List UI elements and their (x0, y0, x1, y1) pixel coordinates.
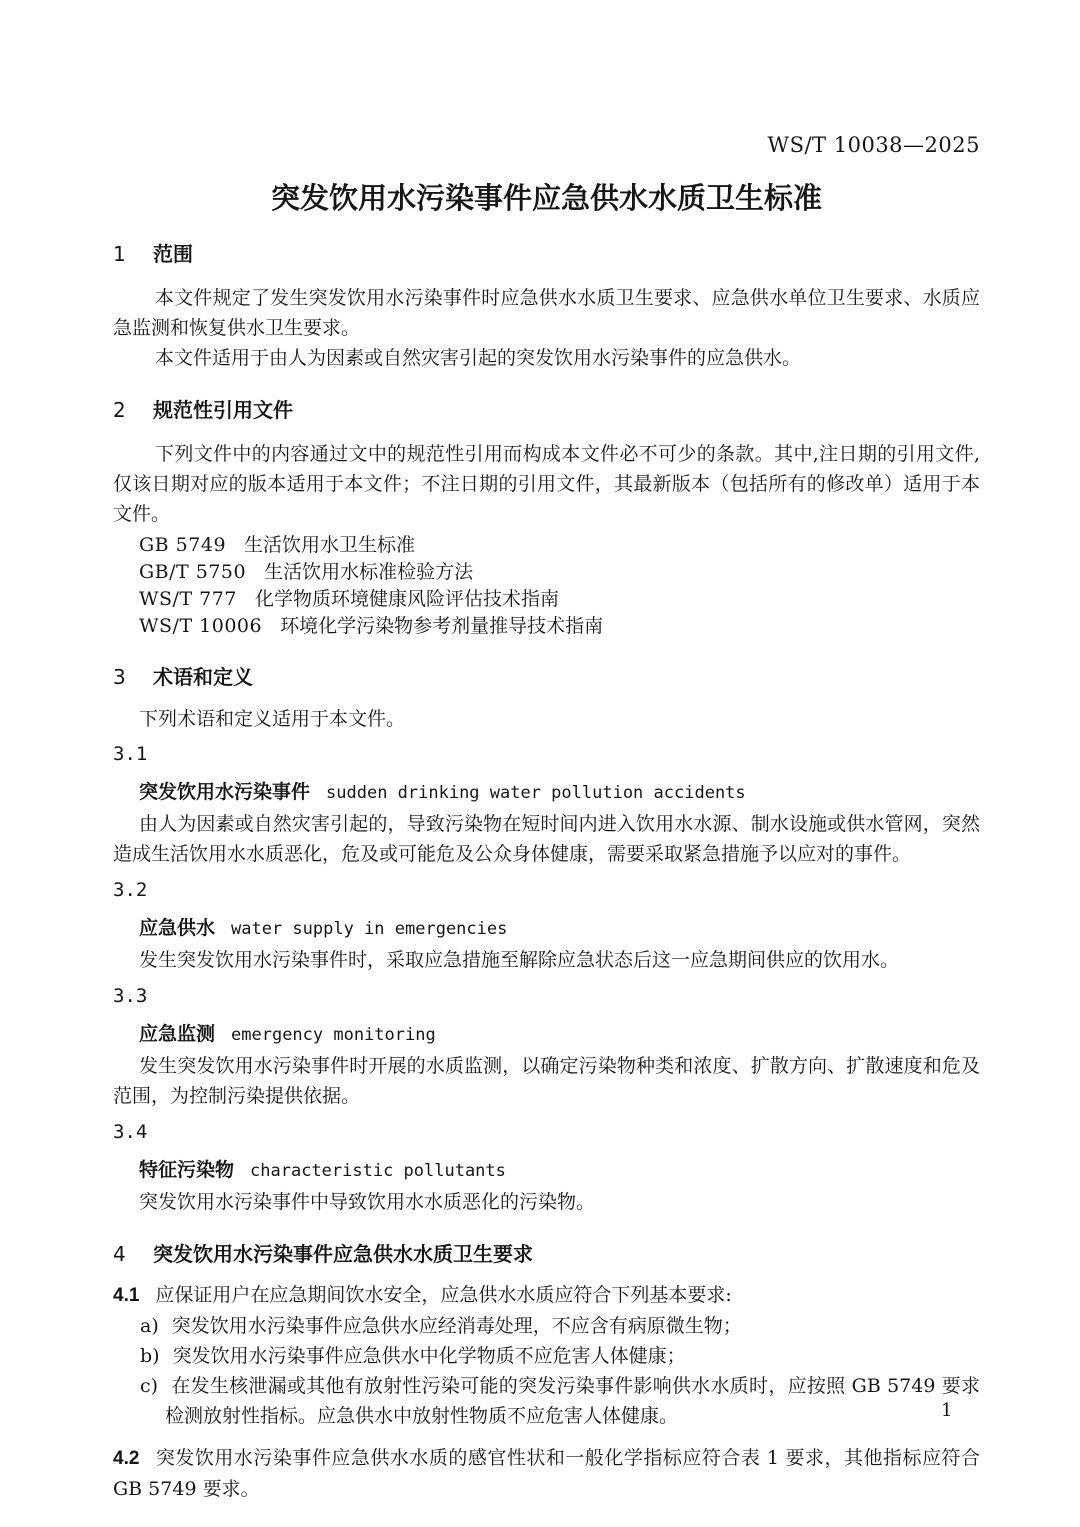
term-name-en: water supply in emergencies (231, 919, 508, 939)
section-2-number: 2 (113, 398, 126, 422)
term-block (113, 741, 980, 869)
term-name-zh: 突发饮用水污染事件 (139, 782, 311, 803)
reference-code: GB 5749 (139, 534, 227, 556)
term-title (113, 915, 980, 942)
term-name-en: characteristic pollutants (250, 1161, 506, 1181)
term-definition: 发生突发饮用水污染事件时开展的水质监测，以确定污染物种类和浓度、扩散方向、扩散速度和危及范围，为控制污染提供依据。 (113, 1055, 980, 1107)
page-number: 1 (941, 1400, 953, 1421)
section-3-number: 3 (113, 665, 126, 689)
section-1-number: 1 (113, 242, 126, 266)
section-1-heading (113, 241, 980, 268)
clause-4-1-text: 应保证用户在应急期间饮水安全，应急供水水质应符合下列基本要求: (155, 1284, 732, 1306)
reference-code: GB/T 5750 (139, 561, 247, 583)
term-definition: 由人为因素或自然灾害引起的，导致污染物在短时间内进入饮用水水源、制水设施或供水管网，突然造成生活饮用水水质恶化，危及或可能危及公众身体健康，需要采取紧急措施予以应对的事件。 (113, 813, 980, 865)
term-title (113, 1157, 980, 1184)
reference-code: WS/T 10006 (139, 615, 263, 637)
reference-name: 环境化学污染物参考剂量推导技术指南 (280, 615, 604, 637)
reference-item (113, 613, 980, 640)
term-title (113, 1021, 980, 1048)
clause-4-2 (113, 1443, 980, 1504)
reference-name: 生活饮用水卫生标准 (244, 534, 416, 556)
clause-4-2-text: 突发饮用水污染事件应急供水水质的感官性状和一般化学指标应符合表 1 要求，其他指标应符合 GB 5749 要求。 (113, 1447, 980, 1500)
term-name-zh: 应急供水 (139, 918, 216, 939)
list-item-a (113, 1311, 980, 1341)
section-1-title: 范围 (153, 244, 193, 266)
reference-name: 生活饮用水标准检验方法 (264, 561, 474, 583)
doc-number: WS/T 10038—2025 (767, 133, 980, 157)
list-item-a-label: a) (140, 1315, 159, 1337)
list-item-c-label: c) (140, 1375, 159, 1397)
list-item-b-label: b) (140, 1345, 160, 1367)
reference-code: WS/T 777 (139, 588, 237, 610)
list-item-b (113, 1341, 980, 1371)
clause-4-2-number: 4.2 (113, 1448, 140, 1469)
section-1-paragraph-1: 本文件规定了发生突发饮用水污染事件时应急供水水质卫生要求、应急供水单位卫生要求、水质应急监测和恢复供水卫生要求。 (113, 287, 980, 339)
section-1-paragraph-2: 本文件适用于由人为因素或自然灾害引起的突发饮用水污染事件的应急供水。 (155, 347, 802, 369)
section-3-heading (113, 664, 980, 691)
term-name-zh: 特征污染物 (139, 1160, 235, 1181)
term-name-en: emergency monitoring (231, 1025, 436, 1045)
term-block (113, 983, 980, 1111)
normative-references-list (113, 532, 980, 640)
reference-item (113, 559, 980, 586)
section-4-title: 突发饮用水污染事件应急供水水质卫生要求 (153, 1244, 533, 1266)
reference-item (113, 586, 980, 613)
term-title (113, 779, 980, 806)
clause-4-1 (113, 1280, 980, 1311)
list-item-a-text: 突发饮用水污染事件应急供水应经消毒处理，不应含有病原微生物； (171, 1315, 742, 1337)
term-block (113, 877, 980, 975)
term-definition: 突发饮用水污染事件中导致饮用水水质恶化的污染物。 (139, 1191, 596, 1213)
list-item-c-text: 在发生核泄漏或其他有放射性污染可能的突发污染事件影响供水水质时，应按照 GB 5749 要求检测放射性指标。应急供水中放射性物质不应危害人体健康。 (165, 1375, 980, 1427)
section-2-heading (113, 397, 980, 424)
section-4-heading (113, 1241, 980, 1268)
term-clause-number: 3.2 (113, 879, 148, 901)
section-3-title: 术语和定义 (153, 667, 253, 689)
section-4-number: 4 (113, 1242, 126, 1266)
term-clause-number: 3.4 (113, 1121, 148, 1143)
section-2-title: 规范性引用文件 (153, 400, 293, 422)
term-clause-number: 3.1 (113, 743, 148, 765)
term-definition: 发生突发饮用水污染事件时，采取应急措施至解除应急状态后这一应急期间供应的饮用水。 (139, 949, 900, 971)
clause-4-1-number: 4.1 (113, 1285, 140, 1306)
term-block (113, 1119, 980, 1217)
reference-item (113, 532, 980, 559)
term-clause-number: 3.3 (113, 985, 148, 1007)
requirement-list (113, 1311, 980, 1431)
reference-name: 化学物质环境健康风险评估技术指南 (254, 588, 559, 610)
list-item-c (113, 1371, 980, 1431)
section-2-paragraph-1: 下列文件中的内容通过文中的规范性引用而构成本文件必不可少的条款。其中,注日期的引用文件,仅该日期对应的版本适用于本文件；不注日期的引用文件，其最新版本（包括所有的修改单）适用于本文件。 (113, 443, 980, 525)
page-title: 突发饮用水污染事件应急供水水质卫生标准 (270, 183, 822, 215)
term-name-en: sudden drinking water pollution accidents (326, 783, 746, 803)
list-item-b-text: 突发饮用水污染事件应急供水中化学物质不应危害人体健康； (172, 1345, 686, 1367)
terms-intro: 下列术语和定义适用于本文件。 (139, 708, 406, 730)
term-name-zh: 应急监测 (139, 1024, 216, 1045)
